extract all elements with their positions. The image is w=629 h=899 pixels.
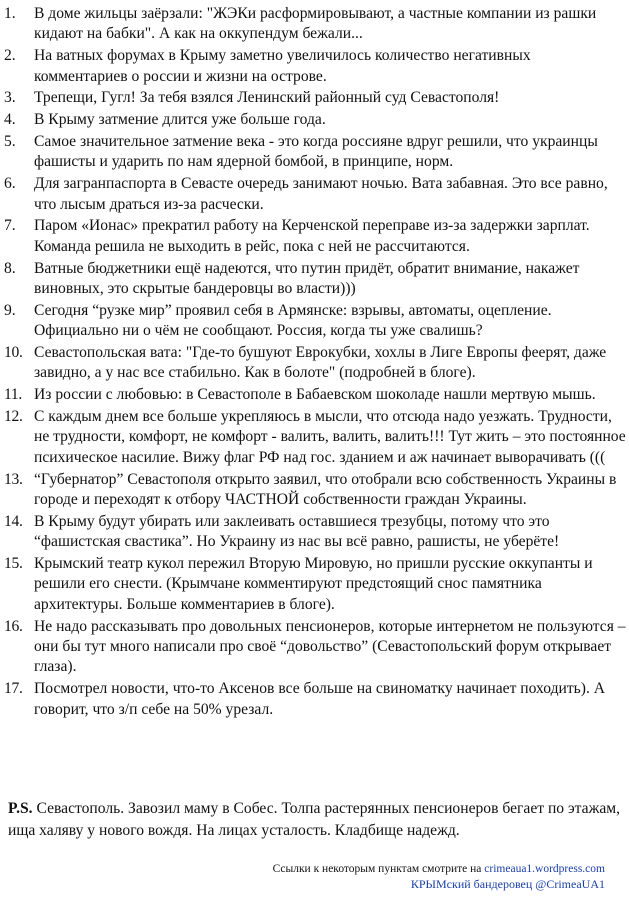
item-text: “Губернатор” Севастополя открыто заявил, что отобрали всю собственность Украины в городе и переходят к отбору ЧАСТНОЙ собственности граждан Украины. — [34, 470, 617, 509]
item-number: 1. — [4, 5, 16, 22]
item-number: 13. — [4, 470, 23, 488]
item-number: 5. — [4, 133, 16, 150]
item-number: 14. — [4, 512, 23, 530]
item-text: Из россии с любовью: в Севастополе в Бабаевском шоколаде нашли мертвую мышь. — [34, 386, 596, 404]
list-item — [4, 343, 626, 384]
list-item — [4, 679, 626, 720]
list-item — [4, 301, 626, 342]
item-number: 7. — [4, 217, 16, 235]
item-number: 12. — [4, 408, 23, 426]
list-item — [4, 174, 626, 215]
list-item — [4, 407, 626, 468]
item-text: Для загранпаспорта в Севасте очередь занимают ночью. Вата забавная. Это все равно, что лысым драться из-за расчески. — [34, 175, 608, 213]
news-list — [4, 4, 626, 721]
item-text: В Крыму будут убирать или заклеивать оставшиеся трезубцы, потому что это “фашистская свастика”. Но Украину из нас вы всё равно, рашисты, не уберёте! — [34, 512, 560, 551]
list-item — [4, 470, 626, 511]
list-item — [4, 554, 626, 615]
item-text: Паром «Ионас» прекратил работу на Керченской переправе из-за задержки зарплат. Команда решила не выходить в рейс, пока с ней не рассчитаются. — [34, 217, 590, 255]
item-number: 2. — [4, 47, 16, 65]
item-number: 6. — [4, 175, 16, 193]
item-number: 10. — [4, 344, 23, 362]
item-text: В Крыму затмение длится уже больше года. — [34, 111, 326, 129]
list-item — [4, 216, 626, 257]
item-number: 17. — [4, 680, 23, 698]
list-item — [4, 46, 626, 87]
blog-link[interactable]: crimeaua1.wordpress.com — [484, 863, 605, 875]
item-number: 8. — [4, 259, 16, 277]
item-number: 15. — [4, 555, 23, 573]
item-text: В доме жильцы заёрзали: "ЖЭКи расформировывают, а частные компании из рашки кидают на бабки". А как на оккупендум бежали... — [34, 5, 597, 43]
item-number: 11. — [4, 386, 23, 404]
item-text: Крымский театр кукол пережил Вторую Мировую, но пришли русские оккупанты и решили его снести. (Крымчане комментируют предстоящий снос памятника архитектуры. Больше комментариев в блоге). — [34, 555, 593, 613]
item-text: С каждым днем все больше укрепляюсь в мысли, что отсюда надо уезжать. Трудности, не трудности, комфорт, не комфорт - валить, валить, валить!!! Тут жить – это постоянное психическое насилие. Вижу флаг РФ над гос. зданием и аж начинает выворачивать ((( — [34, 408, 626, 466]
item-text: Не надо рассказывать про довольных пенсионеров, которые интернетом не пользуются – они бы тут много написали про своё “довольство” (Севастопольский форум открывает глаза). — [34, 617, 626, 676]
item-text: Самое значительное затмение века - это когда россияне вдруг решили, что украинцы фашисты и ударить по нам ядерной бомбой, в принципе, норм. — [34, 133, 598, 171]
item-number: 3. — [4, 89, 16, 107]
postscript-text: Севастополь. Завозил маму в Собес. Толпа растерянных пенсионеров бегает по этажам, ища халяву у нового вождя. На лицах усталость. Кладбище надежд. — [8, 800, 621, 839]
item-number: 9. — [4, 301, 16, 319]
postscript-label: P.S. — [8, 800, 33, 817]
footer-line-links — [273, 862, 605, 877]
item-text: Ватные бюджетники ещё надеются, что путин придёт, обратит внимание, накажет виновных, это скрытые бандеровцы во власти))) — [34, 259, 580, 298]
list-item — [4, 4, 626, 45]
list-item — [4, 385, 626, 405]
list-item — [4, 617, 626, 678]
item-text: На ватных форумах в Крыму заметно увеличилось количество негативных комментариев о россии и жизни на острове. — [34, 47, 531, 85]
footer-signature: КРЫМский бандеровец @CrimeaUA1 — [410, 877, 605, 891]
item-number: 4. — [4, 111, 16, 129]
postscript — [8, 798, 623, 842]
item-text: Севастопольская вата: "Где-то бушуют Еврокубки, хохлы в Лиге Европы феерят, даже завидно, а у нас все стабильно. Как в болоте" (подробней в блоге). — [34, 344, 607, 382]
list-item — [4, 512, 626, 553]
list-item — [4, 259, 626, 300]
list-item — [4, 132, 626, 173]
list-item — [4, 88, 626, 108]
footer-prefix: Ссылки к некоторым пунктам смотрите на — [272, 863, 485, 875]
item-text: Трепещи, Гугл! За тебя взялся Ленинский районный суд Севастополя! — [34, 89, 500, 107]
item-text: Сегодня “рузке мир” проявил себя в Армянске: взрывы, автоматы, оцепление. Официально ни о чём не сообщают. Россия, когда ты уже свалишь? — [34, 301, 552, 340]
footer-credits — [273, 862, 605, 892]
item-text: Посмотрел новости, что-то Аксенов все больше на свиноматку начинает походить). А говорит, что з/п себе на 50% урезал. — [34, 680, 606, 718]
list-item — [4, 110, 626, 130]
item-number: 16. — [4, 617, 23, 635]
